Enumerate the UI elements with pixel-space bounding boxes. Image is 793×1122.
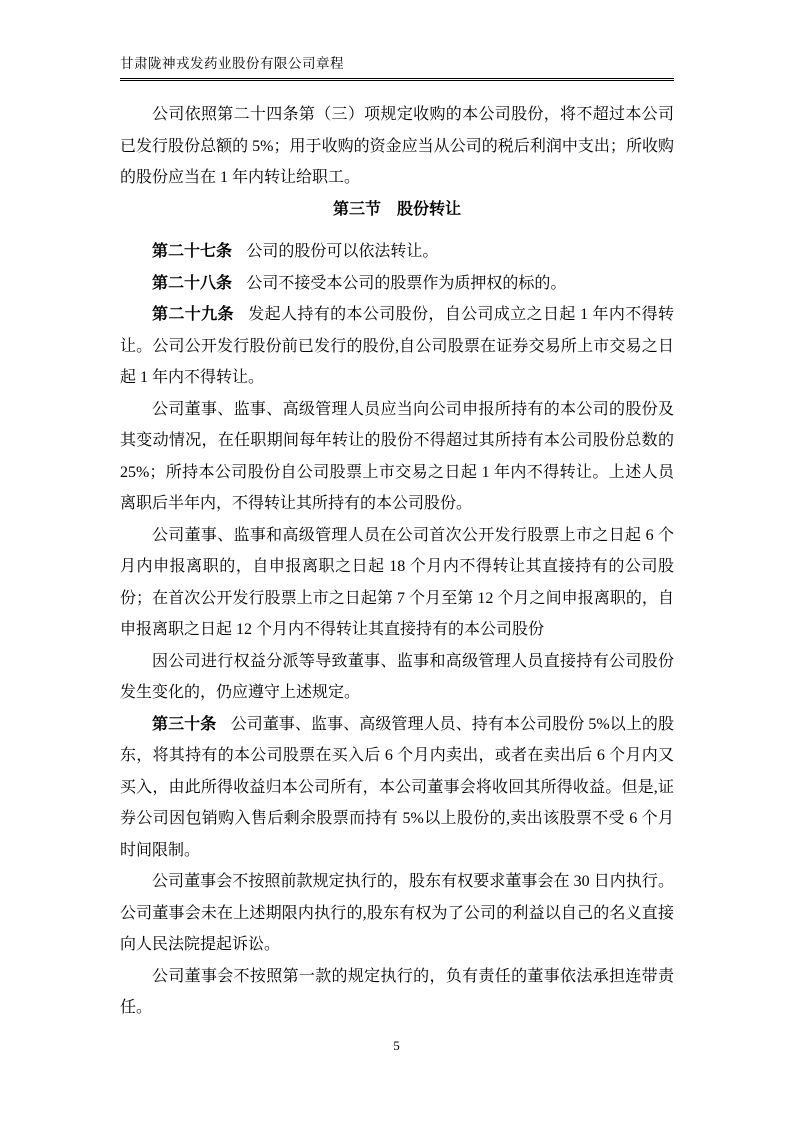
article-29 [120, 299, 674, 394]
article-text: 发起人持有的本公司股份，自公司成立之日起 1 年内不得转让。公司公开发行股份前已发行的股份,自公司股票在证券交易所上市交易之日起 1 年内不得转让。 [120, 306, 674, 386]
page-number: 5 [393, 1038, 400, 1053]
paragraph-text: 因公司进行权益分派等导致董事、监事和高级管理人员直接持有公司股份发生变化的，仍应遵守上述规定。 [120, 652, 674, 701]
paragraph-board-liability [120, 961, 674, 1024]
article-27 [120, 236, 674, 268]
article-text: 公司的股份可以依法转让。 [246, 243, 439, 260]
article-number: 第二十九条 [152, 306, 234, 323]
paragraph-resignation-lockup [120, 520, 674, 646]
article-number: 第三十条 [152, 715, 217, 733]
page-header [120, 55, 674, 81]
header-rule [120, 78, 674, 81]
paragraph-board-enforcement [120, 866, 674, 961]
document-body [120, 99, 674, 1024]
article-number: 第二十八条 [152, 274, 233, 292]
article-text: 公司不接受本公司的股票作为质押权的标的。 [246, 274, 567, 292]
paragraph-text: 公司董事会不按照第一款的规定执行的，负有责任的董事依法承担连带责任。 [120, 967, 674, 1016]
paragraph-text: 公司董事会不按照前款规定执行的，股东有权要求董事会在 30 日内执行。公司董事会未在上述期限内执行的,股东有权为了公司的利益以自己的名义直接向人民法院提起诉讼。 [120, 873, 674, 953]
page-footer [0, 1038, 793, 1054]
paragraph-officer-declaration [120, 394, 674, 520]
article-28 [120, 268, 674, 300]
article-text: 公司董事、监事、高级管理人员、持有本公司股份 5%以上的股东，将其持有的本公司股票在买入后 6 个月内卖出，或者在卖出后 6 个月内又买入，由此所得收益归本公司所有，本公司董事会将收回其所得收益。但是,证券公司因包销购入售后剩余股票而持有 5%以上股份的,卖出该股票不受 6 个月时间限制。 [120, 715, 674, 859]
paragraph-text: 公司董事、监事和高级管理人员在公司首次公开发行股票上市之日起 6 个月内申报离职的，自申报离职之日起 18 个月内不得转让其直接持有的公司股份；在首次公开发行股票上市之日起第 7 个月至第 12 个月之间申报离职的，自申报离职之日起 12 个月内不得转让其直接持有的本公司股份 [120, 526, 674, 638]
article-30 [120, 709, 674, 867]
article-number: 第二十七条 [152, 243, 233, 260]
paragraph-text: 公司董事、监事、高级管理人员应当向公司申报所持有的本公司的股份及其变动情况，在任职期间每年转让的股份不得超过其所持有本公司股份总数的 25%；所持本公司股份自公司股票上市交易之日起 1 年内不得转让。上述人员离职后半年内，不得转让其所持有的本公司股份。 [120, 400, 674, 512]
intro-text: 公司依照第二十四条第（三）项规定收购的本公司股份，将不超过本公司已发行股份总额的 5%；用于收购的资金应当从公司的税后利润中支出；所收购的股份应当在 1 年内转让给职工。 [120, 106, 674, 186]
doc-title: 甘肃陇神戎发药业股份有限公司章程 [120, 56, 344, 71]
section-heading: 第三节 股份转让 [332, 200, 461, 218]
paragraph-equity-distribution [120, 646, 674, 709]
intro-paragraph [120, 99, 674, 194]
